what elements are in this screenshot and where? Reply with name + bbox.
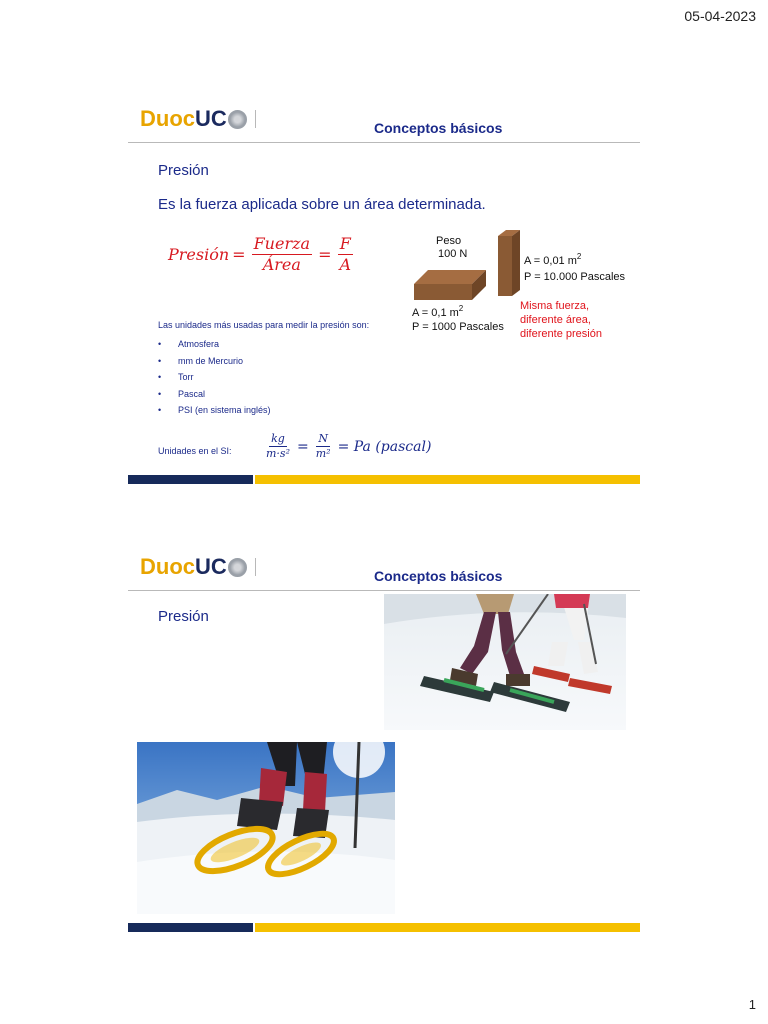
list-item: • Pascal [158,388,206,399]
units-intro-text: Las unidades más usadas para medir la presión son: [158,320,370,330]
logo-word-duoc: Duoc [140,554,195,579]
yellow-snowshoes-photo [137,742,395,914]
formula-equals-2: = [318,245,332,264]
pressure-blocks-diagram [410,226,640,346]
uc-seal-icon [228,110,247,129]
logo-word-duoc: Duoc [140,106,195,131]
footer-bar-navy [128,475,253,484]
logo-divider [255,558,256,576]
flat-pressure-label: P = 1000 Pascales [412,321,504,333]
list-item: • Torr [158,372,194,382]
slide-title: Conceptos básicos [374,120,503,136]
list-item: • Atmosfera [158,339,220,349]
weight-value: 100 N [438,248,468,260]
fraction-kg-ms2: $\frac{kg}{\text{m·s²}}$ [266,432,290,460]
note-line-1: Misma fuerza, [520,300,590,312]
footer-bar-navy [128,923,253,932]
formula-lhs: Presión [168,245,230,264]
si-result: = Pa (pascal) [337,438,432,455]
fraction-f-a [337,234,353,275]
weight-label: Peso [436,235,462,247]
header-rule [128,590,640,591]
denominator-a: A [339,255,352,274]
logo-word-uc: UC [195,106,227,131]
units-list [158,336,271,419]
note-line-3: diferente presión [520,328,602,340]
slide-1 [128,100,640,484]
pressure-formula [168,234,356,275]
flat-area-label: A = 0,1 $m^2$ [412,304,464,319]
footer-bar-gold [255,475,640,484]
section-heading: Presión [158,608,209,625]
si-units-label: Unidades en el SI: [158,446,232,456]
logo-divider [255,110,256,128]
uc-seal-icon [228,558,247,577]
formula-equals: = [232,245,246,264]
duoc-uc-logo [140,106,256,132]
tall-block-side [512,230,520,296]
logo-word-uc: UC [195,554,227,579]
si-units-formula: $\frac{kg}{\text{m·s²}}$ = $\frac{N}{\text{m²}}$ = Pa (pascal) [266,432,432,460]
tall-area-label: A = 0,01 $m^2$ [524,252,582,267]
fraction-force-area [252,234,313,275]
header-rule [128,142,640,143]
slide-title: Conceptos básicos [374,568,503,584]
page-number: 1 [748,997,756,1012]
fraction-n-m2: $\frac{N}{\text{m²}}$ [315,432,331,460]
snowshoe-walkers-photo [384,594,626,730]
numerator-fuerza: Fuerza [253,234,311,253]
numerator-f: F [339,234,351,253]
tall-pressure-label: P = 10.000 Pascales [524,271,626,283]
footer-bar-gold [255,923,640,932]
list-item: • PSI (en sistema inglés) [158,405,271,415]
document-date: 05-04-2023 [684,8,756,24]
slide-2 [128,548,640,932]
list-item: • mm de Mercurio [158,355,244,366]
duoc-uc-logo [140,554,256,580]
tall-block-front [498,236,512,296]
section-heading: Presión [158,162,209,179]
denominator-area: Área [262,255,301,274]
definition-text: Es la fuerza aplicada sobre un área determinada. [158,196,486,213]
flat-block-front [414,284,472,300]
note-line-2: diferente área, [520,314,591,326]
